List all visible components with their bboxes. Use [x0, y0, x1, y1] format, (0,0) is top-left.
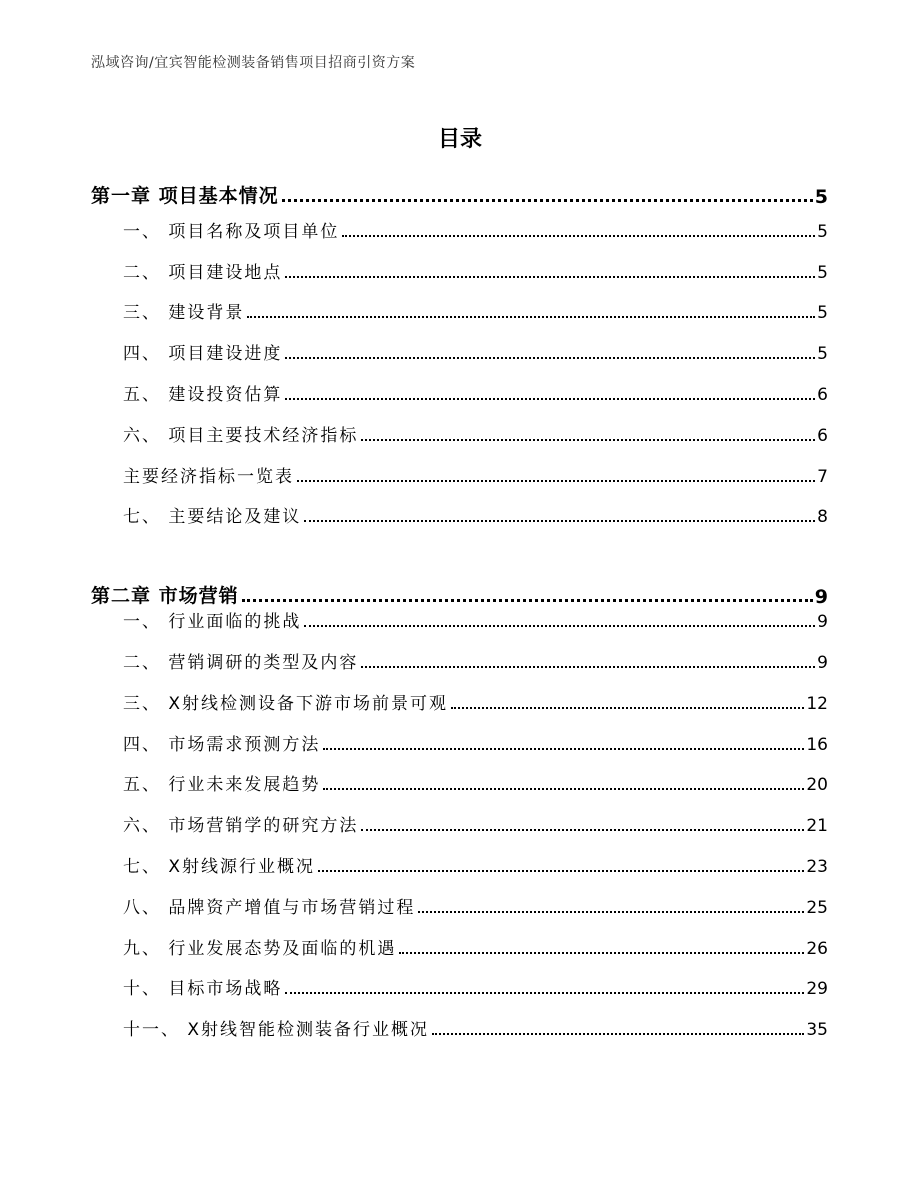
toc-entry-label: 九、 行业发展态势及面临的机遇 — [123, 939, 397, 959]
toc-entry[interactable] — [123, 422, 828, 446]
toc-entry-label: 七、 主要结论及建议 — [123, 507, 302, 527]
dot-leader — [304, 625, 815, 627]
toc-entry[interactable] — [123, 503, 828, 527]
toc-entry[interactable] — [123, 218, 828, 242]
toc-page-number: 8 — [817, 507, 828, 527]
toc-entry[interactable] — [123, 975, 828, 999]
toc-entry[interactable] — [123, 812, 828, 836]
toc-entry-label: 六、 项目主要技术经济指标 — [123, 426, 359, 446]
toc-page-number: 6 — [817, 426, 828, 446]
toc-entry-label: 五、 行业未来发展趋势 — [123, 775, 321, 795]
toc-entry[interactable] — [123, 299, 828, 323]
toc-page-number: 5 — [817, 344, 828, 364]
toc-entry-label: 一、 项目名称及项目单位 — [123, 222, 340, 242]
dot-leader — [285, 357, 815, 359]
toc-page-number: 23 — [806, 857, 828, 877]
dot-leader — [282, 199, 813, 202]
toc-page-number: 26 — [806, 939, 828, 959]
toc-entry[interactable] — [123, 894, 828, 918]
toc-page-number: 5 — [814, 186, 828, 208]
dot-leader — [418, 911, 804, 913]
toc-page-number: 9 — [817, 653, 828, 673]
toc-entry[interactable] — [123, 608, 828, 632]
toc-entry[interactable] — [123, 935, 828, 959]
toc-entry-label: 五、 建设投资估算 — [123, 385, 283, 405]
toc-page-number: 35 — [806, 1020, 828, 1040]
toc-entry[interactable] — [123, 731, 828, 755]
dot-leader — [304, 520, 815, 522]
toc-page-number: 9 — [817, 612, 828, 632]
dot-leader — [342, 235, 815, 237]
toc-entry-label: 七、 X射线源行业概况 — [123, 857, 316, 877]
toc-entry-label: 六、 市场营销学的研究方法 — [123, 816, 359, 836]
dot-leader — [242, 599, 813, 602]
toc-entry[interactable] — [123, 463, 828, 487]
toc-page-number: 21 — [806, 816, 828, 836]
toc-page-number: 12 — [806, 694, 828, 714]
toc-page-number: 6 — [817, 385, 828, 405]
toc-chapter-1[interactable] — [91, 180, 828, 208]
toc-chapter-2[interactable] — [91, 580, 828, 608]
toc-entry[interactable] — [123, 259, 828, 283]
dot-leader — [297, 480, 815, 482]
toc-page-number: 5 — [817, 263, 828, 283]
toc-page-number: 5 — [817, 222, 828, 242]
toc-entry-label: 八、 品牌资产增值与市场营销过程 — [123, 898, 416, 918]
toc-entry[interactable] — [123, 649, 828, 673]
toc-entry-label: 三、 X射线检测设备下游市场前景可观 — [123, 694, 449, 714]
toc-page-number: 7 — [817, 467, 828, 487]
dot-leader — [361, 666, 815, 668]
toc-entry[interactable] — [123, 381, 828, 405]
toc-entry-label: 十一、 X射线智能检测装备行业概况 — [123, 1020, 430, 1040]
toc-entry[interactable] — [123, 853, 828, 877]
dot-leader — [285, 398, 815, 400]
dot-leader — [323, 748, 804, 750]
dot-leader — [285, 276, 815, 278]
toc-entry-label: 三、 建设背景 — [123, 303, 245, 323]
dot-leader — [361, 829, 804, 831]
dot-leader — [285, 992, 804, 994]
toc-page-number: 5 — [817, 303, 828, 323]
toc-entry[interactable] — [123, 340, 828, 364]
toc-page-number: 25 — [806, 898, 828, 918]
toc-entry-label: 第一章 项目基本情况 — [91, 185, 279, 207]
dot-leader — [323, 788, 804, 790]
dot-leader — [399, 952, 804, 954]
toc-entry-label: 四、 市场需求预测方法 — [123, 735, 321, 755]
toc-entry-label: 一、 行业面临的挑战 — [123, 612, 302, 632]
toc-entry-label: 主要经济指标一览表 — [123, 467, 294, 487]
toc-entry-label: 二、 项目建设地点 — [123, 263, 283, 283]
toc-page-number: 29 — [806, 979, 828, 999]
dot-leader — [451, 707, 804, 709]
toc-entry-label: 四、 项目建设进度 — [123, 344, 283, 364]
page-title: 目录 — [437, 127, 482, 152]
toc-page-number: 20 — [806, 775, 828, 795]
running-header: 泓域咨询/宜宾智能检测装备销售项目招商引资方案 — [91, 55, 416, 71]
dot-leader — [247, 316, 815, 318]
dot-leader — [318, 870, 804, 872]
toc-entry-label: 第二章 市场营销 — [91, 585, 239, 607]
dot-leader — [432, 1033, 804, 1035]
toc-page-number: 16 — [806, 735, 828, 755]
toc-entry[interactable] — [123, 690, 828, 714]
toc-entry-label: 二、 营销调研的类型及内容 — [123, 653, 359, 673]
dot-leader — [361, 439, 815, 441]
toc-entry[interactable] — [123, 1016, 828, 1040]
toc-entry-label: 十、 目标市场战略 — [123, 979, 283, 999]
toc-page-number: 9 — [814, 586, 828, 608]
toc-entry[interactable] — [123, 771, 828, 795]
